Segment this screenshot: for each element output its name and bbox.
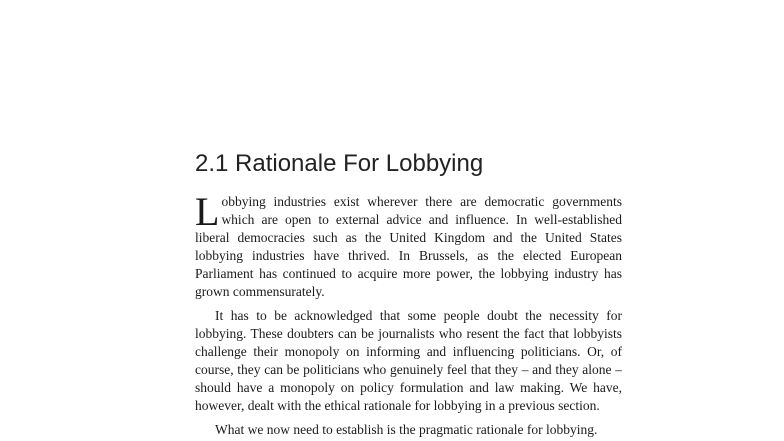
paragraph-2: It has to be acknowledged that some people doubt the necessity for lobbying. These doubters can be journalists who resent the fact that lobbyists challenge their monopoly on informing and influencing politicians. Or, of course, they can be politicians who genuinely feel that they – and they alone – should have a monopoly on policy formulation and law making. We have, however, dealt with the ethical rationale for lobbying in a previous section.	[195, 308, 622, 413]
body-text	[195, 189, 622, 439]
paragraph-1	[195, 189, 622, 301]
paragraph-1-text: obbying industries exist wherever there are democratic governments which are open to external advice and influence. In well-established liberal democracies such as the United Kingdom and the United States lobbying industries have thrived. In Brussels, as the elected European Parliament has continued to acquire more power, the lobbying industry has grown commensurately.	[195, 194, 622, 299]
paragraph-3: What we now need to establish is the pragmatic rationale for lobbying.	[215, 422, 598, 437]
section-heading: 2.1 Rationale For Lobbying	[195, 150, 484, 177]
drop-cap: L	[195, 189, 220, 234]
